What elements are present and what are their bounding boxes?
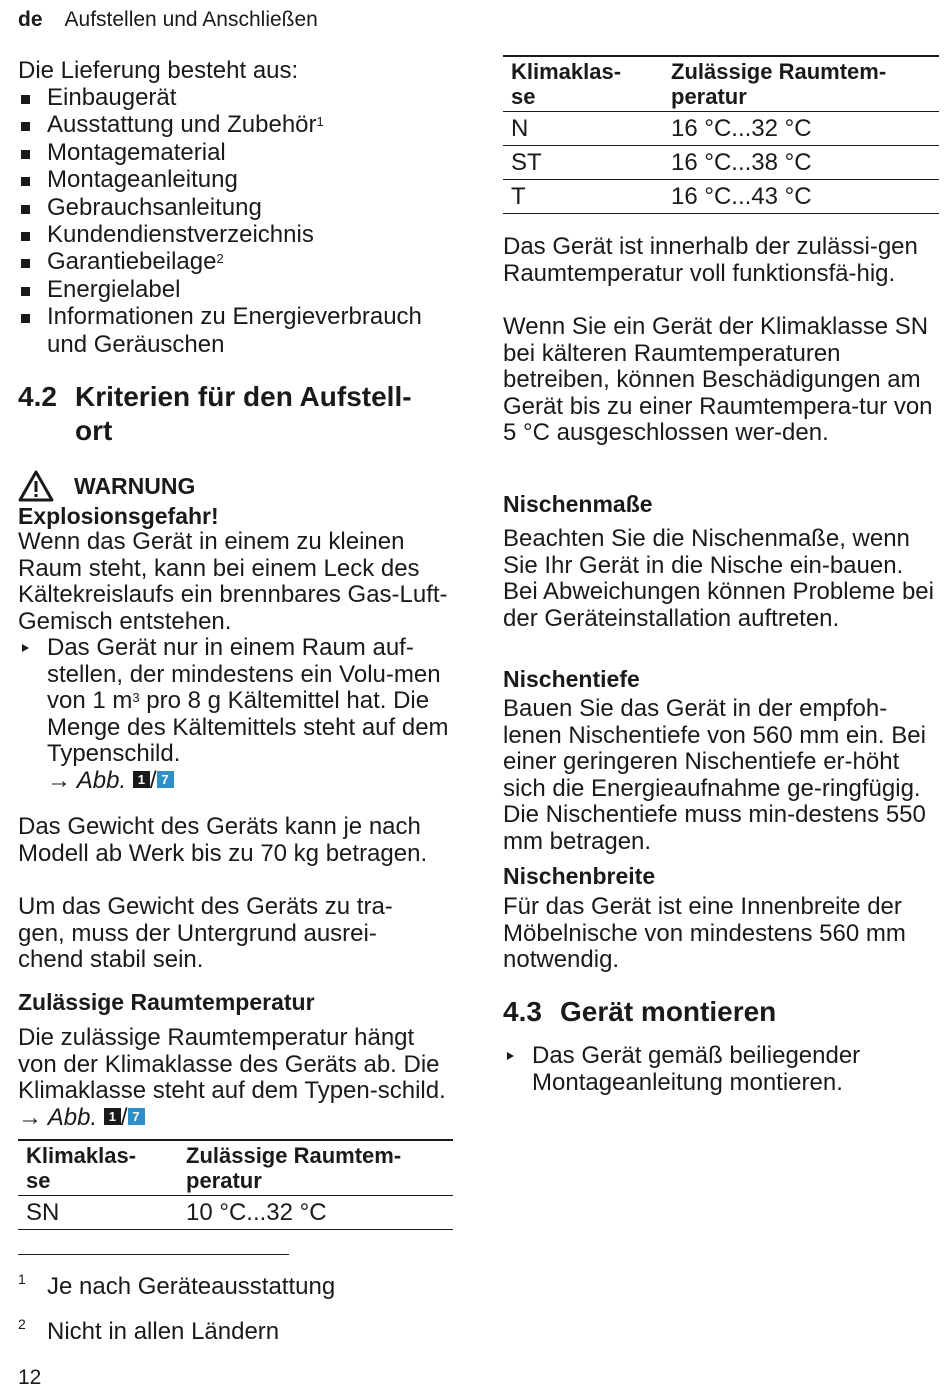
list-item: Kundendienstverzeichnis <box>18 221 458 248</box>
delivery-list <box>18 84 458 358</box>
table-cell: 16 °C...43 °C <box>663 180 939 214</box>
section-number: 4.2 <box>18 381 57 412</box>
square-bullet-icon <box>21 314 30 323</box>
table-header-row <box>18 1140 453 1196</box>
table-cell: 16 °C...38 °C <box>663 146 939 180</box>
footnote-text: Je nach Geräteausstattung <box>47 1273 336 1300</box>
square-bullet-icon <box>21 150 30 159</box>
floor-text: Um das Gewicht des Geräts zu tra-gen, muss der Untergrund ausrei-chend stabil sein. <box>18 893 393 973</box>
warning-triangle-icon <box>18 470 54 502</box>
table-header-row <box>503 56 939 112</box>
niche-depth-text: Bauen Sie das Gerät in der empfoh-lenen Nischentiefe von 560 mm ein. Bei einer geringeren Nischentiefe er-höht sich die Energieaufnahme ge-ringfügig. Die Nischentiefe muss min-destens 550 mm betragen. <box>503 695 926 855</box>
climate-class-sn-text: Wenn Sie ein Gerät der Klimaklasse SN bei kälteren Raumtemperaturen betreiben, können Beschädigungen am Gerät bis zu einer Raumtempera-tur von 5 °C ausgeschlossen wer-den. <box>503 313 933 446</box>
column-header: Zulässige Raumtem- peratur <box>178 1140 453 1196</box>
figure-box-icon: 7 <box>128 1108 145 1125</box>
niche-width-text: Für das Gerät ist eine Innenbreite der Möbelnische von mindestens 560 mm notwendig. <box>503 893 906 973</box>
mount-instruction: Das Gerät gemäß beiliegender Montageanleitung montieren. <box>503 1043 932 1096</box>
section-number: 4.3 <box>503 996 542 1027</box>
step-arrow-icon <box>22 644 29 652</box>
figure-reference[interactable]: → Abb. 1 / 7 <box>18 1104 145 1131</box>
footnote-text: Nicht in allen Ländern <box>47 1318 280 1345</box>
page-number: 12 <box>18 1366 42 1389</box>
figure-reference[interactable]: → Abb. 1 / 7 <box>47 767 174 794</box>
niche-width-heading: Nischenbreite <box>503 863 656 889</box>
list-item: Informationen zu Energieverbrauch und Geräuschen <box>18 303 458 358</box>
warning-label-row <box>18 470 195 502</box>
table-row <box>503 112 939 146</box>
list-item: Energielabel <box>18 276 458 303</box>
list-item: Gebrauchsanleitung <box>18 194 458 221</box>
figure-box-icon: 1 <box>104 1108 121 1125</box>
list-item: Einbaugerät <box>18 84 458 111</box>
footnote-separator <box>18 1254 289 1255</box>
functionality-text: Das Gerät ist innerhalb der zulässi-gen Raumtemperatur voll funktionsfä-hig. <box>503 233 918 287</box>
list-item: Ausstattung und Zubehör$^1$ <box>18 111 458 138</box>
niche-dimensions-text: Beachten Sie die Nischenmaße, wenn Sie Ihr Gerät in die Nische ein-bauen. Bei Abweichungen können Probleme bei der Geräteinstallation auftreten. <box>503 525 934 632</box>
column-header: Zulässige Raumtem- peratur <box>663 56 939 112</box>
section-heading-4-2 <box>18 380 458 448</box>
step-arrow-icon <box>507 1052 514 1060</box>
section-heading-4-3 <box>503 995 939 1029</box>
square-bullet-icon <box>21 232 30 241</box>
list-item: Garantiebeilage$^2$ <box>18 248 458 275</box>
footnote-ref: 2 <box>216 251 224 267</box>
square-bullet-icon <box>21 259 30 268</box>
square-bullet-icon <box>21 122 30 131</box>
list-item: Montagematerial <box>18 139 458 166</box>
climate-class-table-left <box>18 1139 453 1230</box>
warning-text: Wenn das Gerät in einem zu kleinen Raum steht, kann bei einem Leck des Kältekreislaufs ein brennbares Gas-Luft-Gemisch entstehen. <box>18 528 448 635</box>
table-cell: N <box>503 112 663 146</box>
square-bullet-icon <box>21 287 30 296</box>
language-code: de <box>18 8 43 31</box>
table-row <box>18 1196 453 1230</box>
figure-box-icon: 7 <box>157 771 174 788</box>
weight-text: Das Gewicht des Geräts kann je nach Modell ab Werk bis zu 70 kg betragen. <box>18 813 428 867</box>
section-title: Gerät montieren <box>560 996 777 1027</box>
footnote-ref: 1 <box>316 114 324 130</box>
table-cell: ST <box>503 146 663 180</box>
niche-dimensions-heading: Nischenmaße <box>503 491 653 517</box>
table-cell: 16 °C...32 °C <box>663 112 939 146</box>
room-temp-heading: Zulässige Raumtemperatur <box>18 989 315 1015</box>
table-cell: SN <box>18 1196 178 1230</box>
warning-label: WARNUNG <box>74 472 196 499</box>
room-temp-text: Die zulässige Raumtemperatur hängt von der Klimaklasse des Geräts ab. Die Klimaklasse steht auf dem Typen-schild. → Abb. 1 / 7 <box>18 1024 446 1131</box>
list-item: Montageanleitung <box>18 166 458 193</box>
delivery-intro: Die Lieferung besteht aus: <box>18 57 299 84</box>
column-header: Klimaklas- se <box>503 56 663 112</box>
header-title: Aufstellen und Anschließen <box>64 8 318 31</box>
table-cell: 10 °C...32 °C <box>178 1196 453 1230</box>
climate-class-table-right <box>503 55 939 214</box>
square-bullet-icon <box>21 205 30 214</box>
niche-depth-heading: Nischentiefe <box>503 666 640 692</box>
square-bullet-icon <box>21 177 30 186</box>
footnote-number: 2 <box>18 1316 26 1332</box>
footnote-number: 1 <box>18 1271 26 1287</box>
square-bullet-icon <box>21 95 30 104</box>
table-row <box>503 146 939 180</box>
section-title: Kriterien für den Aufstell- ort <box>75 381 412 446</box>
figure-box-icon: 1 <box>133 771 150 788</box>
warning-heading: Explosionsgefahr! <box>18 503 219 529</box>
column-header: Klimaklas- se <box>18 1140 178 1196</box>
table-row <box>503 180 939 214</box>
table-cell: T <box>503 180 663 214</box>
page-header <box>18 8 318 32</box>
warning-instruction: Das Gerät nur in einem Raum auf-stellen, der mindestens ein Volu-men von 1 $m^3$ pro 8 g Kältemittel hat. Die Menge des Kältemittels steht auf dem Typenschild. → Abb. 1 / 7 <box>18 635 459 794</box>
